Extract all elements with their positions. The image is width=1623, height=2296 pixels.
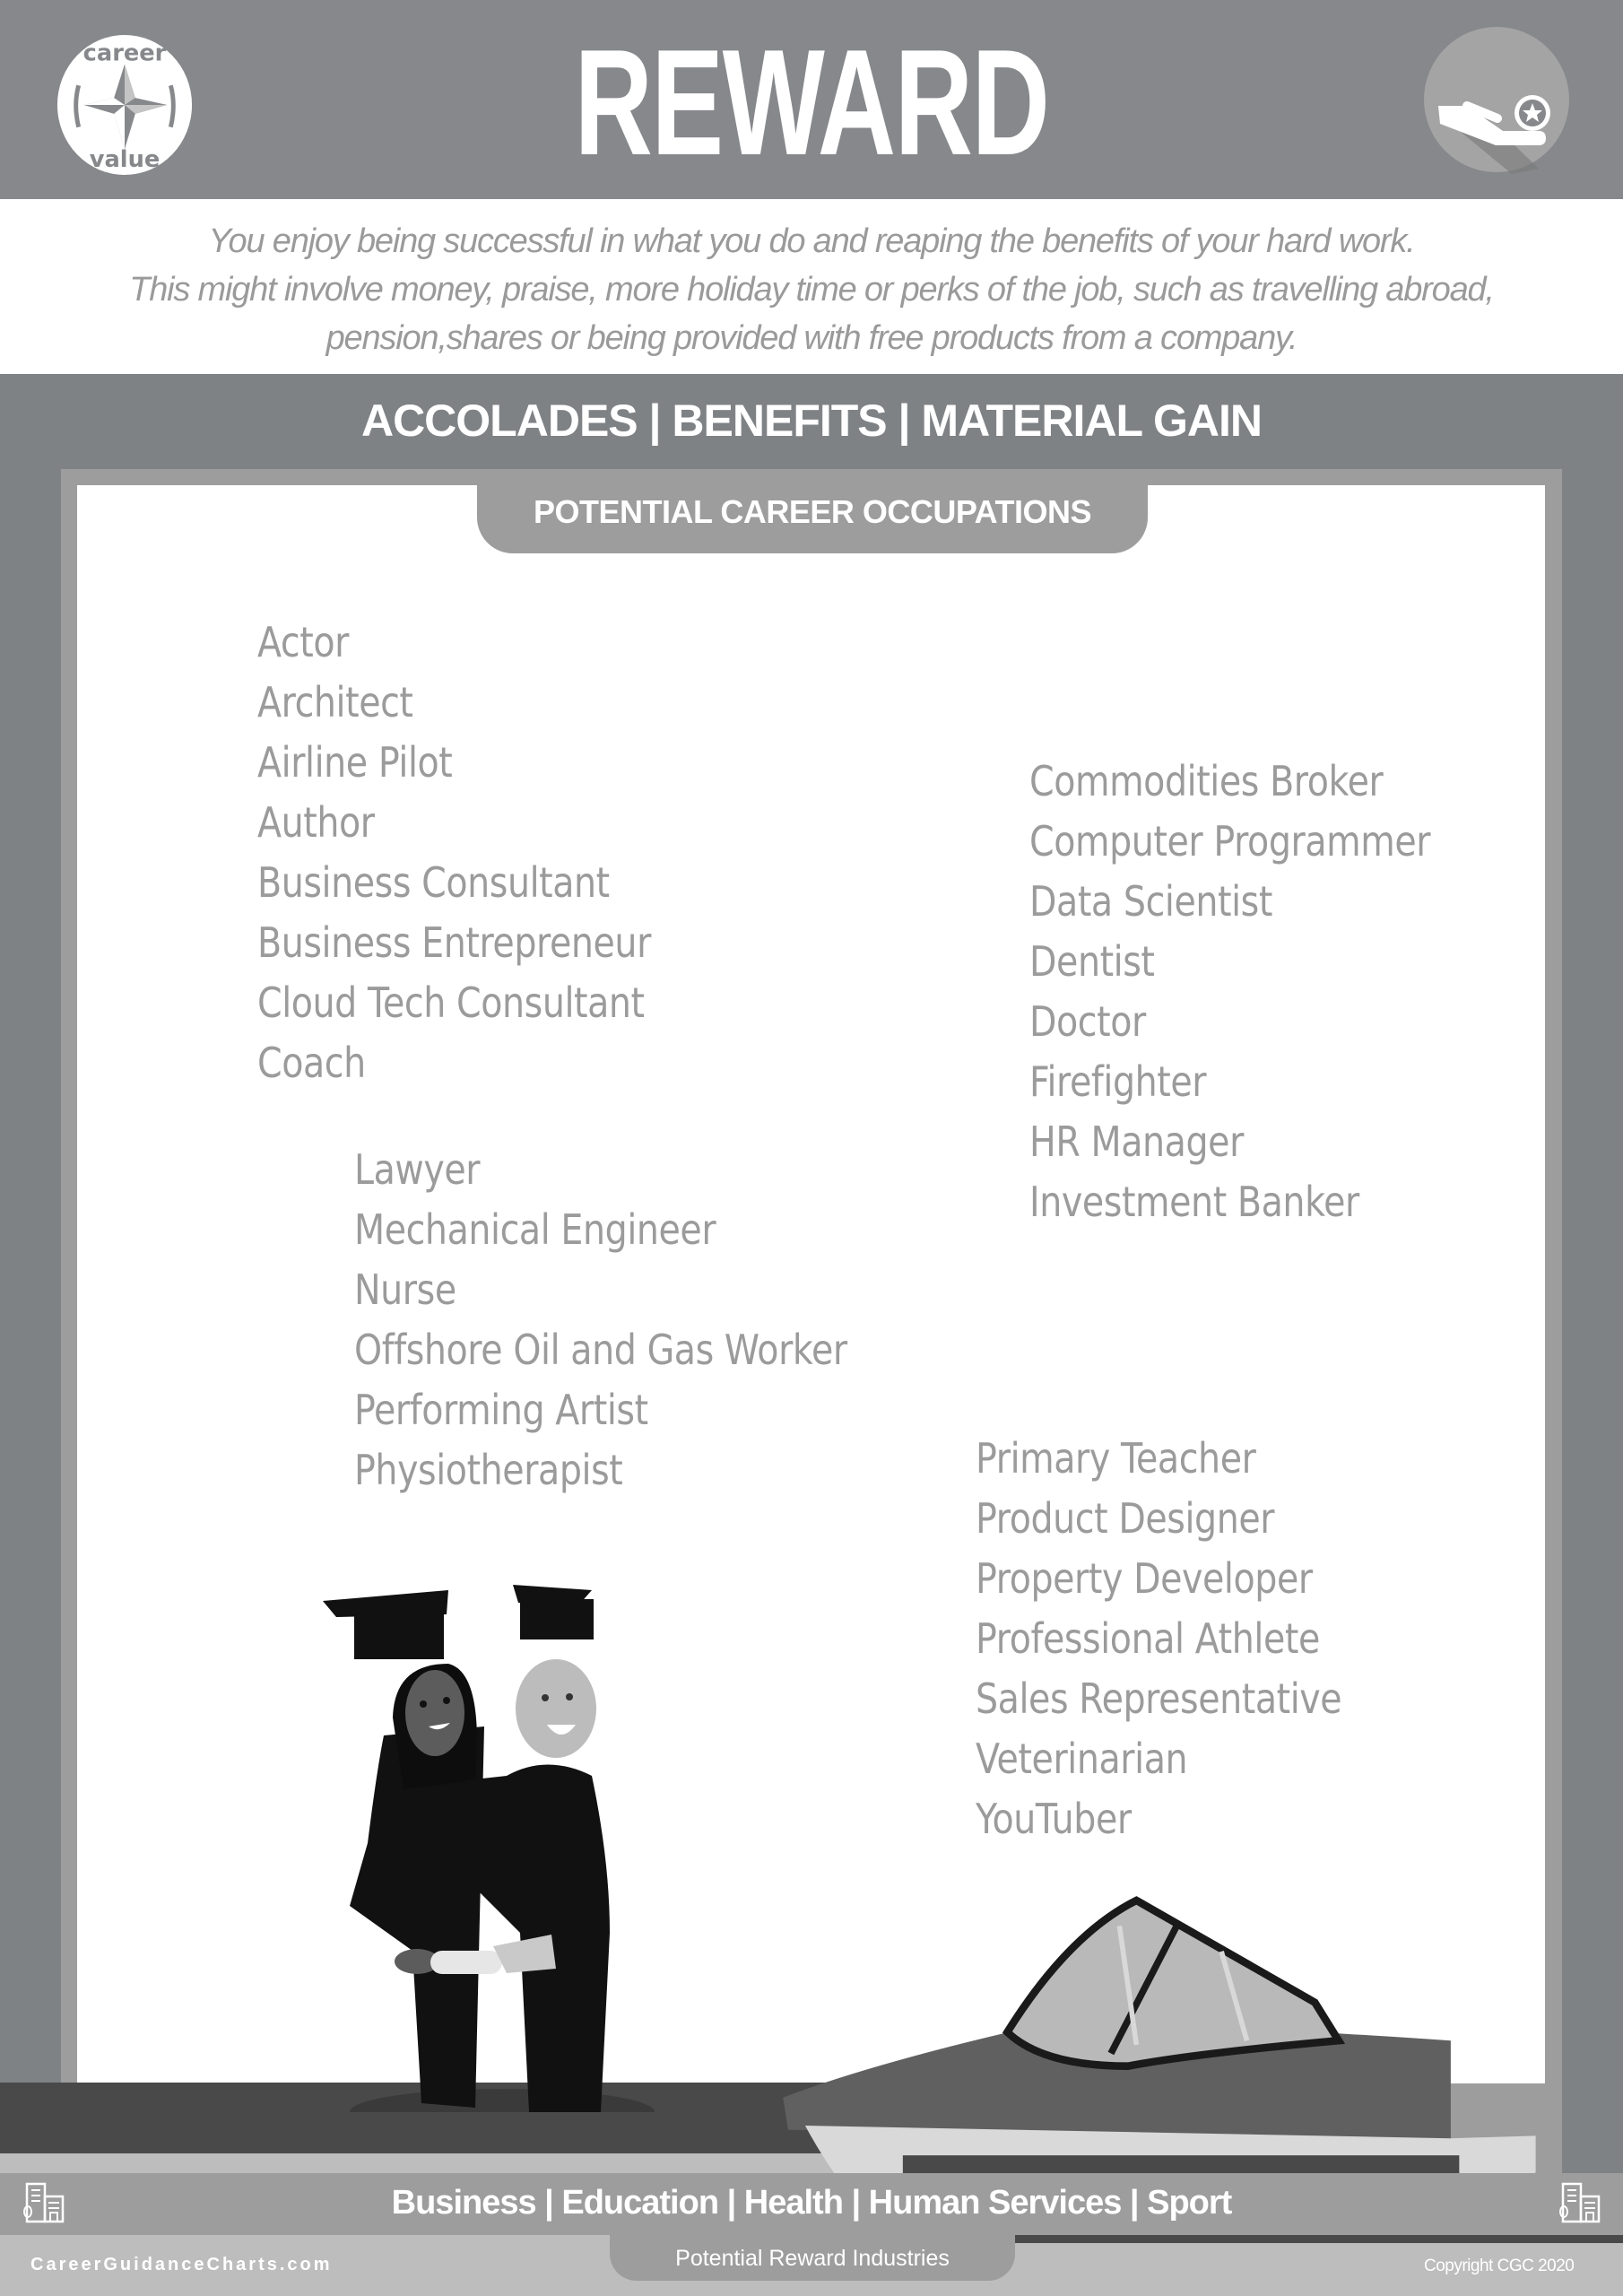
occupation-item: YouTuber xyxy=(976,1795,1132,1843)
website-link[interactable]: CareerGuidanceCharts.com xyxy=(30,2255,333,2274)
occupation-item: Architect xyxy=(257,678,413,726)
occupation-item: Veterinarian xyxy=(976,1735,1188,1783)
occupation-group-4 xyxy=(976,1429,1402,1849)
graduates-illustration xyxy=(314,1574,673,2112)
occupation-item: Firefighter xyxy=(1029,1057,1207,1106)
occupation-group-2 xyxy=(1029,752,1496,1232)
occupation-item: Performing Artist xyxy=(354,1386,648,1434)
occupation-item: Doctor xyxy=(1029,997,1146,1046)
occupation-item: Actor xyxy=(257,618,349,666)
occupation-item: Professional Athlete xyxy=(976,1614,1320,1663)
occupation-item: Primary Teacher xyxy=(976,1434,1256,1483)
page-title: REWARD xyxy=(574,18,1049,187)
occupation-item: Sales Representative xyxy=(976,1674,1342,1723)
career-value-logo-icon xyxy=(54,34,195,176)
boat-stand-base xyxy=(1015,2235,1623,2243)
occupation-item: Airline Pilot xyxy=(257,738,453,787)
occupation-item: Mechanical Engineer xyxy=(354,1205,716,1254)
occupation-item: Nurse xyxy=(354,1265,456,1314)
occupation-item: Author xyxy=(257,798,375,847)
occupation-item: Coach xyxy=(257,1039,366,1087)
occupation-item: Commodities Broker xyxy=(1029,757,1384,805)
occupation-item: Computer Programmer xyxy=(1029,817,1431,865)
hand-star-coin-icon xyxy=(1422,25,1571,174)
description-line: pension,shares or being provided with free products from a company. xyxy=(325,319,1298,357)
value-keywords: ACCOLADES | BENEFITS | MATERIAL GAIN xyxy=(360,396,1263,446)
occupation-group-3 xyxy=(354,1140,927,1500)
header xyxy=(0,0,1623,199)
occupation-item: Offshore Oil and Gas Worker xyxy=(354,1326,847,1374)
occupation-item: Data Scientist xyxy=(1029,877,1272,926)
svg-text:career: career xyxy=(82,39,167,67)
occupation-item: Physiotherapist xyxy=(354,1446,623,1494)
occupation-item: Business Consultant xyxy=(257,858,610,907)
occupation-item: Investment Banker xyxy=(1029,1178,1359,1226)
occupation-item: Product Designer xyxy=(976,1494,1275,1543)
occupation-item: Lawyer xyxy=(354,1145,481,1194)
industries-list: Business | Education | Health | Human Services | Sport xyxy=(391,2184,1232,2222)
occupations-tab: POTENTIAL CAREER OCCUPATIONS xyxy=(477,485,1148,553)
industries-tab: Potential Reward Industries xyxy=(610,2233,1015,2281)
description-line: You enjoy being successful in what you do and reaping the benefits of your hard work. xyxy=(208,222,1415,260)
value-description xyxy=(0,199,1623,374)
stage-platform-edge xyxy=(0,2153,879,2173)
occupation-item: Property Developer xyxy=(976,1554,1313,1603)
copyright: Copyright CGC 2020 xyxy=(1424,2257,1575,2275)
occupation-item: Business Entrepreneur xyxy=(257,918,651,967)
occupation-item: HR Manager xyxy=(1029,1118,1244,1166)
occupation-item: Dentist xyxy=(1029,937,1155,986)
occupation-item: Cloud Tech Consultant xyxy=(257,978,645,1027)
occupation-group-1 xyxy=(257,613,715,1093)
description-line: This might involve money, praise, more holiday time or perks of the job, such as travelling abroad, xyxy=(129,271,1494,309)
svg-text:value: value xyxy=(89,146,161,174)
